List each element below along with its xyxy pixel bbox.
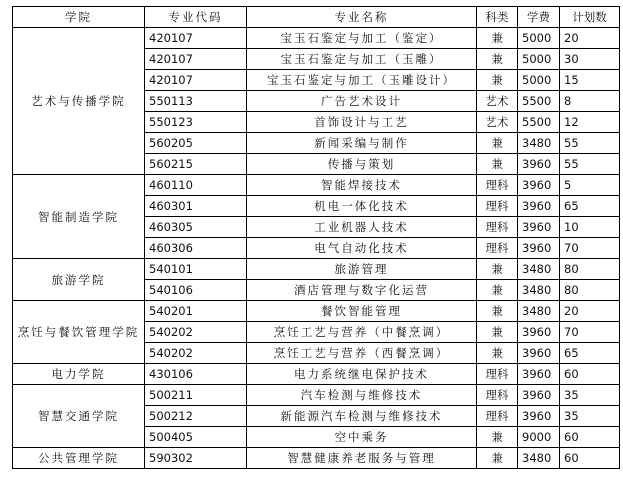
cell-major-code: 500212	[145, 406, 247, 427]
cell-plan: 55	[560, 133, 620, 154]
cell-plan: 65	[560, 343, 620, 364]
cell-category: 理科	[477, 364, 518, 385]
cell-major-name: 智慧健康养老服务与管理	[247, 448, 477, 469]
cell-fee: 3480	[518, 301, 560, 322]
cell-major-code: 590302	[145, 448, 247, 469]
table-row	[13, 385, 620, 406]
table-row	[13, 259, 620, 280]
cell-category: 理科	[477, 385, 518, 406]
table-row	[13, 448, 620, 469]
cell-category: 兼	[477, 427, 518, 448]
cell-major-name: 汽车检测与维修技术	[247, 385, 477, 406]
cell-major-code: 540101	[145, 259, 247, 280]
cell-plan: 12	[560, 112, 620, 133]
cell-fee: 3960	[518, 217, 560, 238]
cell-major-name: 电力系统继电保护技术	[247, 364, 477, 385]
table-row	[13, 364, 620, 385]
cell-category: 兼	[477, 322, 518, 343]
cell-major-code: 540106	[145, 280, 247, 301]
cell-major-name: 智能焊接技术	[247, 175, 477, 196]
cell-plan: 35	[560, 385, 620, 406]
cell-fee: 5000	[518, 28, 560, 49]
cell-major-name: 广告艺术设计	[247, 91, 477, 112]
cell-fee: 3960	[518, 196, 560, 217]
cell-plan: 70	[560, 238, 620, 259]
header-row	[13, 7, 620, 28]
cell-college: 烹饪与餐饮管理学院	[13, 301, 145, 364]
cell-category: 艺术	[477, 91, 518, 112]
cell-major-code: 430106	[145, 364, 247, 385]
cell-category: 兼	[477, 448, 518, 469]
cell-plan: 60	[560, 364, 620, 385]
cell-category: 兼	[477, 49, 518, 70]
cell-major-name: 空中乘务	[247, 427, 477, 448]
cell-fee: 3480	[518, 280, 560, 301]
cell-category: 兼	[477, 133, 518, 154]
cell-fee: 5500	[518, 112, 560, 133]
cell-major-code: 500211	[145, 385, 247, 406]
cell-fee: 3480	[518, 259, 560, 280]
cell-college: 艺术与传播学院	[13, 28, 145, 175]
cell-major-code: 420107	[145, 28, 247, 49]
cell-major-name: 宝玉石鉴定与加工（鉴定）	[247, 28, 477, 49]
cell-major-name: 首饰设计与工艺	[247, 112, 477, 133]
header-plan: 计划数	[560, 7, 620, 28]
cell-category: 理科	[477, 196, 518, 217]
cell-fee: 5000	[518, 70, 560, 91]
cell-major-code: 560215	[145, 154, 247, 175]
cell-college: 智慧交通学院	[13, 385, 145, 448]
cell-category: 艺术	[477, 112, 518, 133]
cell-fee: 3960	[518, 406, 560, 427]
cell-major-code: 550123	[145, 112, 247, 133]
cell-plan: 5	[560, 175, 620, 196]
cell-major-name: 机电一体化技术	[247, 196, 477, 217]
cell-plan: 55	[560, 154, 620, 175]
cell-category: 理科	[477, 238, 518, 259]
cell-major-code: 550113	[145, 91, 247, 112]
cell-major-name: 宝玉石鉴定与加工（玉雕设计）	[247, 70, 477, 91]
cell-major-code: 540202	[145, 343, 247, 364]
cell-major-name: 餐饮智能管理	[247, 301, 477, 322]
cell-plan: 70	[560, 322, 620, 343]
cell-major-code: 500405	[145, 427, 247, 448]
cell-major-name: 电气自动化技术	[247, 238, 477, 259]
cell-major-code: 420107	[145, 49, 247, 70]
cell-category: 兼	[477, 280, 518, 301]
cell-fee: 3960	[518, 364, 560, 385]
cell-major-name: 新闻采编与制作	[247, 133, 477, 154]
header-major-code: 专业代码	[145, 7, 247, 28]
cell-major-code: 540201	[145, 301, 247, 322]
cell-fee: 3960	[518, 238, 560, 259]
cell-category: 理科	[477, 217, 518, 238]
cell-major-code: 420107	[145, 70, 247, 91]
cell-major-code: 460110	[145, 175, 247, 196]
cell-plan: 80	[560, 259, 620, 280]
cell-college: 旅游学院	[13, 259, 145, 301]
cell-major-name: 宝玉石鉴定与加工（玉雕）	[247, 49, 477, 70]
cell-plan: 10	[560, 217, 620, 238]
cell-major-name: 烹饪工艺与营养（西餐烹调）	[247, 343, 477, 364]
cell-plan: 8	[560, 91, 620, 112]
cell-category: 兼	[477, 259, 518, 280]
cell-plan: 15	[560, 70, 620, 91]
cell-category: 理科	[477, 406, 518, 427]
cell-major-name: 旅游管理	[247, 259, 477, 280]
cell-plan: 60	[560, 448, 620, 469]
cell-major-code: 460306	[145, 238, 247, 259]
cell-plan: 20	[560, 301, 620, 322]
cell-fee: 3480	[518, 448, 560, 469]
cell-major-name: 烹饪工艺与营养（中餐烹调）	[247, 322, 477, 343]
cell-fee: 9000	[518, 427, 560, 448]
cell-fee: 3960	[518, 175, 560, 196]
cell-fee: 5500	[518, 91, 560, 112]
table-row	[13, 175, 620, 196]
cell-major-name: 新能源汽车检测与维修技术	[247, 406, 477, 427]
cell-major-code: 460301	[145, 196, 247, 217]
table-body	[13, 28, 620, 469]
cell-plan: 65	[560, 196, 620, 217]
cell-major-name: 工业机器人技术	[247, 217, 477, 238]
cell-major-code: 460305	[145, 217, 247, 238]
cell-plan: 35	[560, 406, 620, 427]
cell-major-name: 酒店管理与数字化运营	[247, 280, 477, 301]
cell-category: 兼	[477, 154, 518, 175]
cell-category: 兼	[477, 70, 518, 91]
cell-fee: 3480	[518, 133, 560, 154]
cell-major-code: 560205	[145, 133, 247, 154]
cell-fee: 3960	[518, 322, 560, 343]
cell-college: 智能制造学院	[13, 175, 145, 259]
cell-fee: 5000	[518, 49, 560, 70]
table-row	[13, 301, 620, 322]
cell-fee: 3960	[518, 385, 560, 406]
table-row	[13, 28, 620, 49]
cell-category: 兼	[477, 301, 518, 322]
enrollment-plan-table	[12, 6, 620, 469]
cell-college: 公共管理学院	[13, 448, 145, 469]
cell-category: 理科	[477, 175, 518, 196]
cell-plan: 20	[560, 28, 620, 49]
cell-plan: 80	[560, 280, 620, 301]
cell-category: 兼	[477, 343, 518, 364]
header-major-name: 专业名称	[247, 7, 477, 28]
cell-college: 电力学院	[13, 364, 145, 385]
cell-category: 兼	[477, 28, 518, 49]
cell-fee: 3960	[518, 343, 560, 364]
cell-major-code: 540202	[145, 322, 247, 343]
header-category: 科类	[477, 7, 518, 28]
cell-plan: 30	[560, 49, 620, 70]
header-college: 学院	[13, 7, 145, 28]
cell-major-name: 传播与策划	[247, 154, 477, 175]
header-fee: 学费	[518, 7, 560, 28]
cell-fee: 3960	[518, 154, 560, 175]
cell-plan: 60	[560, 427, 620, 448]
